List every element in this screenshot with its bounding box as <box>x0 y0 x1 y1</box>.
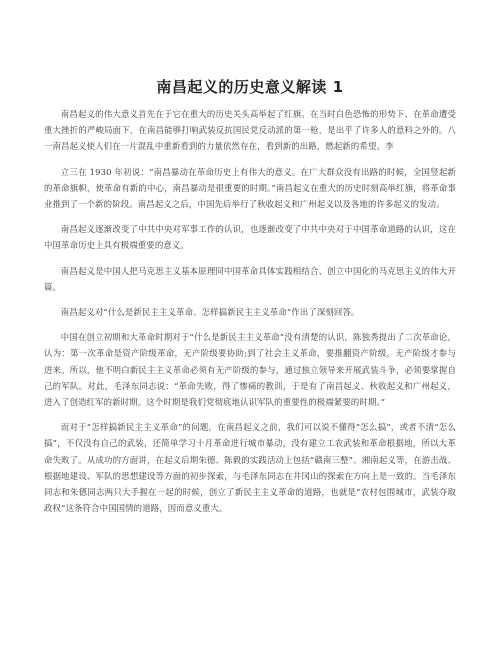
paragraph: 南昌起义是中国人把马克思主义基本原理同中国革命具体实践相结合、创立中国化的马克思主义的伟大开篇。 <box>44 265 456 292</box>
document-title: 南昌起义的历史意义解读 1 <box>156 78 344 96</box>
paragraph: 南昌起义逐渐改变了中共中央对军事工作的认识，也逐渐改变了中共中央对于中国革命道路的认识，这在中国革命历史上具有极端重要的意义。 <box>44 224 456 251</box>
paragraph: 南昌起义对“什么是新民主主义革命、怎样搞新民主主义革命”作出了深刻回答。 <box>60 307 360 318</box>
paragraph: 南昌起义的伟大意义首先在于它在重大的历史关头高举起了红旗。在当时白色恐怖的形势下、在革命遭受重大挫折的严峻局面下，在南昌能够打响武装反抗国民党反动派的第一枪，是出乎了许多人的意料之外的。八一南昌起义使人们在一片混乱中重新看到的力量依然存在，看到新的出路，燃起新的希望。李 <box>44 109 456 152</box>
paragraph: 中国在创立初期和大革命时期对于“什么是新民主主义革命”没有清楚的认识，陈独秀提出了二次革命论，认为：第一次革命是资产阶级革命，无产阶级要协助;到了社会主义革命，要推翻资产阶级，无产阶级才参与进来。所以，他不明白新民主主义革命必须有无产阶级的参与，通过独立领导来开展武装斗争，必须要掌握自己的军队。对此，毛泽东同志说：“革命失败，得了惨痛的教训，于是有了南昌起义、秋收起义和广州起义，进入了创造红军的新时期。这个时期是我们党彻底地认识军队的重要性的极端紧要的时期。” <box>44 332 456 408</box>
paragraph: 而对于“怎样搞新民主主义革命”的问题，在南昌起义之前，我们可以说不懂得“怎么搞”，或者不清“怎么搞”，不仅没有自己的武装，还简单学习十月革命进行城市暴动，没有建立工农武装和革命根据地，所以大革命失败了。从成功的方面讲，在起义后期朱德、陈毅的实践活动上包括“赣南三整”、湘南起义等，在游击战、根据地建设、军队的思想建设等方面的初步探索，与毛泽东同志在井冈山的探索在方向上是一致的。当毛泽东同志和朱德同志两只大手握在一起的时候，创立了新民主主义革命的道路，也就是“农村包围城市，武装夺取政权”这条符合中国国情的道路，因而意义重大。 <box>44 422 456 514</box>
paragraph: 立三在 1930 年初说：“南昌暴动在革命历史上有伟大的意义。在广大群众没有出路的时候，全国竖起新的革命旗帜，使革命有新的中心，南昌暴动是很重要的时期。”南昌起义在重大的历史时刻高举红旗，将革命事业推到了一个新的阶段。南昌起义之后，中国先后举行了秋收起义和广州起义以及各地的许多起义的发动。 <box>44 166 456 210</box>
